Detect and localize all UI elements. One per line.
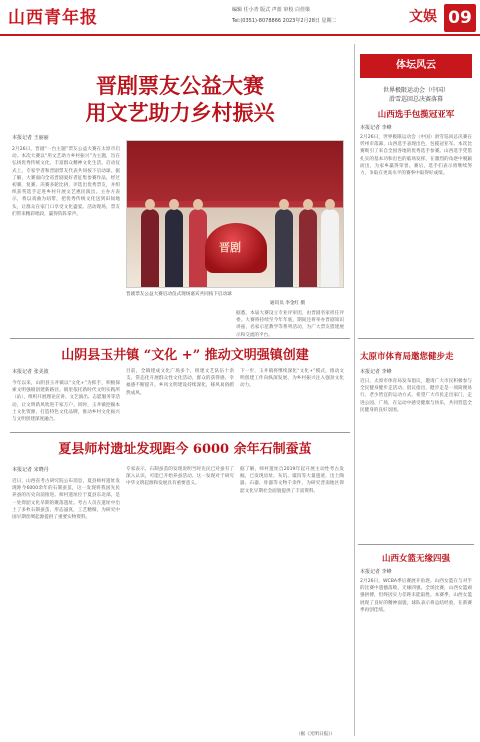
sidebar-story-b-byline: 本报记者 李峰 (360, 369, 392, 375)
story2-byline: 本报记者 张美波 (12, 369, 49, 375)
divider (10, 338, 350, 339)
sidebar-story-b-body: 近日，太原市体育局发布倡议，邀请广大市民积极参与全民健身健步走活动。倡议指出，健步走是一项简便易行、老少皆宜的运动方式，希望广大市民走出家门，走进公园、广场，在运动中感受健康与快乐，共同营造全民健身的良好氛围。 (360, 379, 472, 413)
editor-credits: 编辑 任小青 版式 声蓝 审校 白佳梁 (232, 7, 310, 13)
story3-body: 近日，山西省考古研究院公布消息，夏县师村遗址发现距今6000余年的石制蚕茧，这一发现将我国先民养蚕的历史向前推进。师村遗址位于夏县东北部，是一处仰韶文化早期的聚落遗址。考古人员在遗址中出土了多枚石制蚕茧，形态逼真，工艺精细，为研究中国早期丝绸起源提供了重要实物资料。 (12, 479, 120, 521)
sidebar-intro (360, 86, 472, 104)
sidebar-story-a-title: 山西选手包揽冠亚军 (377, 110, 455, 120)
lead-byline: 本报记者 王丽丽 (12, 135, 49, 141)
sidebar-story-c-body: 2月26日，WCBA季后赛展开角逐。山西女篮在与对手的比赛中遗憾落败，无缘四强。全场比赛，山西女篮顽强拼搏，但终因实力差距未能取胜。本赛季，山西女篮展现了良好的精神面貌，球队表示将总结经验，在新赛季再创佳绩。 (360, 579, 472, 613)
story3-source: （据《光明日报》） (296, 732, 336, 737)
launch-ball (205, 223, 267, 273)
photo-person (165, 209, 183, 287)
column-divider (354, 44, 355, 736)
divider (10, 432, 350, 433)
photo-person (141, 209, 159, 287)
story2-body-right: 下一步，玉井镇将继续深化“文化+”模式，推动文明创建工作向纵深发展，为乡村振兴注入强劲文化动力。 (240, 369, 344, 389)
story2-body: 今年以来，山阴县玉井镇以“文化+”为抓手，积极探索文明强镇创建新路径。镇里依托新时代文明实践所（站），组织开展理论宣讲、文艺演出、志愿服务等活动，让文明新风吹进千家万户。同时，玉井镇挖掘本土文化资源，打造特色文化品牌，推动乡村文化振兴与文明创建深度融合。 (12, 381, 120, 423)
section-name: 文娱 (409, 9, 437, 25)
lead-title-line2: 用文艺助力乡村振兴 (85, 100, 275, 125)
date-line: Tel:(0351)-8078866 2023年2月28日 星期二 (232, 18, 337, 24)
sidebar-story-c-byline: 本报记者 李峰 (360, 569, 392, 575)
story3-headline: 夏县师村遗址发现距今 6000 余年石制蚕茧 (58, 442, 312, 457)
sidebar-banner: 体坛风云 (360, 54, 472, 78)
photo-backdrop (127, 141, 343, 201)
masthead (0, 0, 480, 36)
story3-body-mid: 专家表示，石制蚕茧的发现说明当时先民已对蚕有了深入认识，可能已开始养蚕活动。这一发现对于研究中华文明起源和发展具有重要意义。 (126, 467, 234, 487)
sidebar-intro-line2: 滑雪巡回总决赛落幕 (388, 96, 443, 103)
sidebar-story-c-title: 山西女篮无缘四强 (381, 554, 450, 564)
story2-body-mid: 目前，全镇建成文化广场多个，组建文艺队伍十余支，常态化开展群众性文化活动，群众的获得感、幸福感不断提升。乡风文明建设持续深化，移风易俗蔚然成风。 (126, 369, 234, 396)
page-number: 09 (444, 4, 476, 32)
newspaper-logo: 山西青年报 (8, 8, 98, 28)
photo-person (275, 209, 293, 287)
divider (358, 544, 474, 545)
photo-credit: 通讯员 李金红 摄 (270, 301, 306, 306)
photo-caption: 晋剧票友公益大赛启动仪式现场嘉宾共同按下启动球 (126, 292, 232, 297)
sidebar-story-b-title: 太原市体育局邀您健步走 (360, 352, 454, 362)
story3-byline: 本报记者 宋晓丹 (12, 467, 49, 473)
lead-body: 2月26日，晋剧“一台主题”票友公益大赛在太原市启动。本次大赛以“用文艺助力乡村振兴”为主题，旨在弘扬优秀传统文化，丰富群众精神文化生活。启动仪式上，专家学者和晋剧票友代表共同按下启动球。据了解，大赛面向全省晋剧爱好者征集参赛作品，经过初赛、复赛、决赛多轮比拼，评选出优秀票友，并组织获奖选手走进乡村开展文艺惠民演出。主办方表示，将以戏曲为纽带，把优秀传统文化送到田间地头，让群众在家门口享受文化盛宴。活动现场，票友们带来精彩唱段，赢得阵阵掌声。 (12, 147, 120, 217)
divider (358, 338, 474, 339)
photo-ball-text: 晋剧 (219, 241, 241, 254)
story3-body-right: 据了解，师村遗址自2019年起开展主动性考古发掘，已发现房址、灰坑、壕沟等大量遗迹，出土陶器、石器、骨器等文物千余件，为研究晋南地区仰韶文化早期社会面貌提供了丰富资料。 (240, 467, 344, 494)
photo-person (321, 209, 339, 287)
lead-body-right: 据悉，本届大赛设立专业评审团，由晋剧名家担任评委。大赛将持续至今年年底，期间还将举办晋剧知识讲座、名家示范教学等系列活动，为广大票友搭建展示和交流的平台。 (236, 311, 344, 338)
lead-title-line1: 晋剧票友公益大赛 (96, 73, 264, 98)
story2-headline: 山阴县玉井镇 “文化 +” 推动文明强镇创建 (61, 348, 309, 363)
sidebar-story-a-byline: 本报记者 李峰 (360, 125, 392, 131)
sidebar-story-a-body: 2月26日，世界极限运动会（中国）滑雪巡回总决赛在忻州市落幕，山西选手表现出色，包揽冠亚军。本次比赛吸引了来自全国各地的优秀选手参赛。山西选手凭借扎实的基本功和出色的临场发挥，在激烈的角逐中脱颖而出，为家乡赢得荣誉。赛后，选手们表示将继续努力，争取在更高水平的赛事中取得好成绩。 (360, 135, 472, 177)
lead-headline (12, 72, 348, 126)
lead-photo (126, 140, 344, 288)
sidebar-intro-line1: 世界极限运动会（中国） (382, 87, 449, 94)
photo-person (299, 209, 317, 287)
